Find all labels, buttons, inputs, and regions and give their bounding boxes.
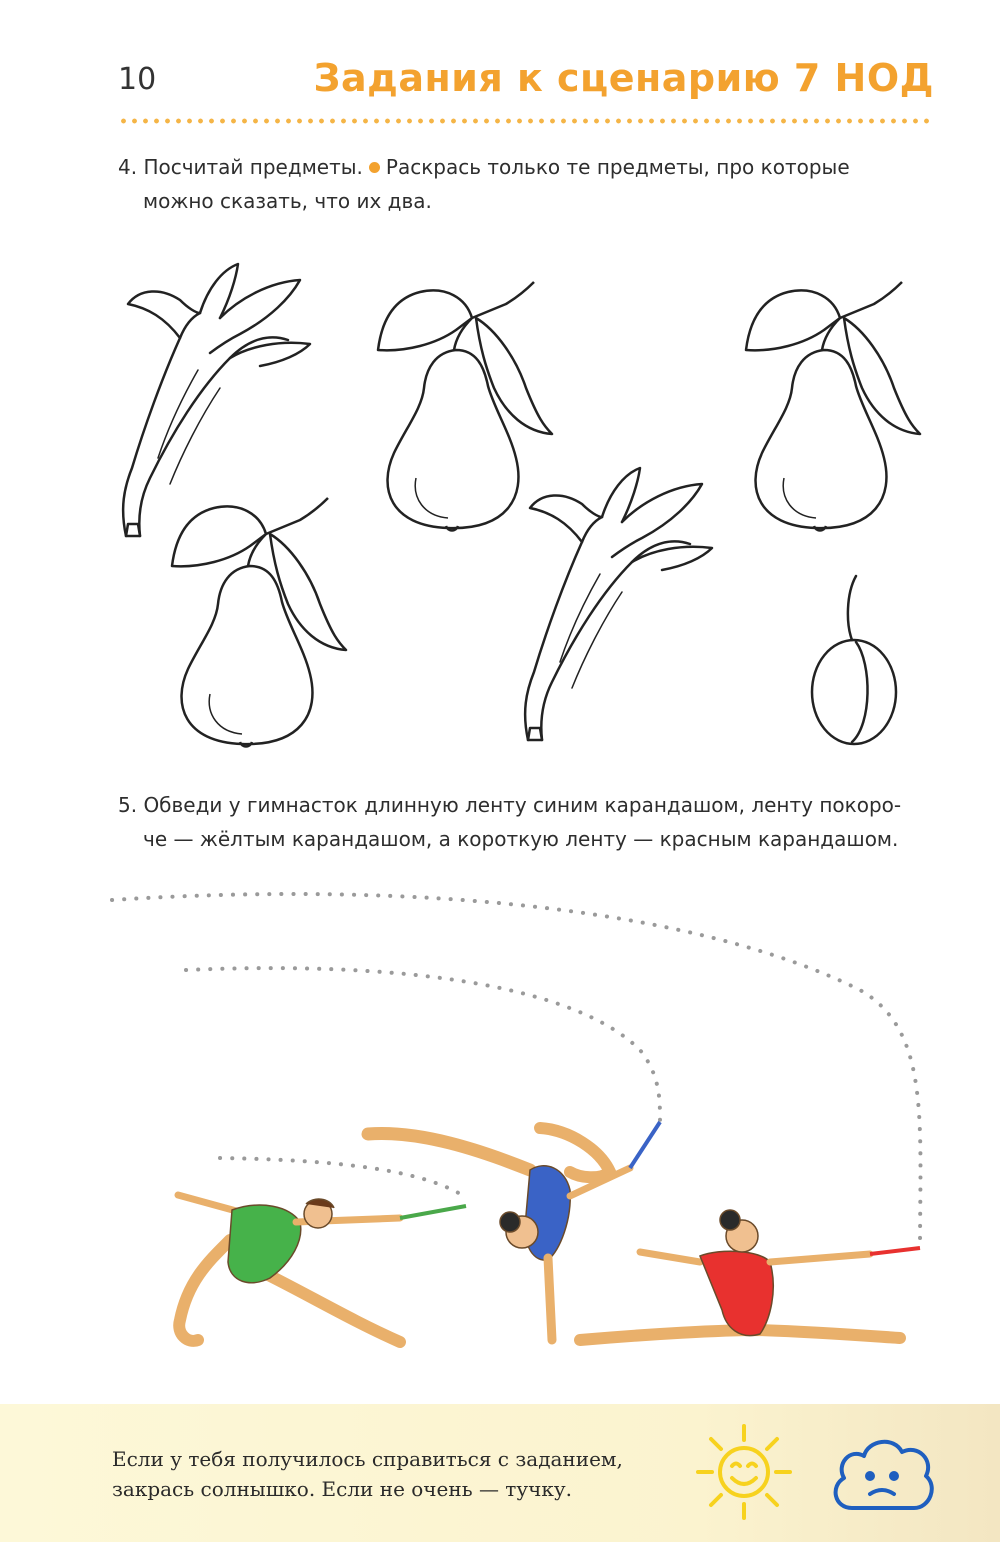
- pear-icon[interactable]: [170, 484, 360, 754]
- page-title: Задания к сценарию 7 НОД: [313, 56, 934, 100]
- plum-icon[interactable]: [806, 574, 906, 746]
- task-5-line2: че — жёлтым карандашом, а короткую ленту — красным карандашом.: [143, 827, 899, 851]
- task-4-instructions: [118, 150, 938, 218]
- header-divider: [118, 118, 934, 124]
- task-4-line1-a: 4. Посчитай предметы.: [118, 155, 363, 179]
- gymnast-red: [580, 1210, 920, 1340]
- ribbon-short[interactable]: [220, 1158, 462, 1195]
- banana-icon[interactable]: [512, 462, 727, 752]
- pear-icon[interactable]: [744, 268, 934, 538]
- ribbon-medium[interactable]: [186, 968, 660, 1120]
- gymnasts-illustration: [0, 880, 1000, 1380]
- page-number: 10: [118, 62, 157, 97]
- self-assessment-footer: [0, 1404, 1000, 1542]
- ribbon-long[interactable]: [112, 894, 920, 1250]
- gymnast-blue: [368, 1122, 660, 1340]
- sun-icon[interactable]: [694, 1422, 794, 1522]
- cloud-icon[interactable]: [828, 1428, 938, 1520]
- task-4-line1-b: Раскрась только те предметы, про которые: [385, 155, 850, 179]
- bullet-icon: [369, 162, 380, 173]
- task-5-instructions: [118, 788, 938, 856]
- task-5-line1: 5. Обведи у гимнасток длинную ленту синим карандашом, ленту покоро-: [118, 793, 902, 817]
- self-assessment-text: [112, 1444, 692, 1504]
- task-4-line2: можно сказать, что их два.: [143, 189, 432, 213]
- footer-line1: Если у тебя получилось справиться с заданием,: [112, 1447, 623, 1471]
- footer-line2: закрась солнышко. Если не очень — тучку.: [112, 1477, 572, 1501]
- gymnast-green: [178, 1195, 466, 1342]
